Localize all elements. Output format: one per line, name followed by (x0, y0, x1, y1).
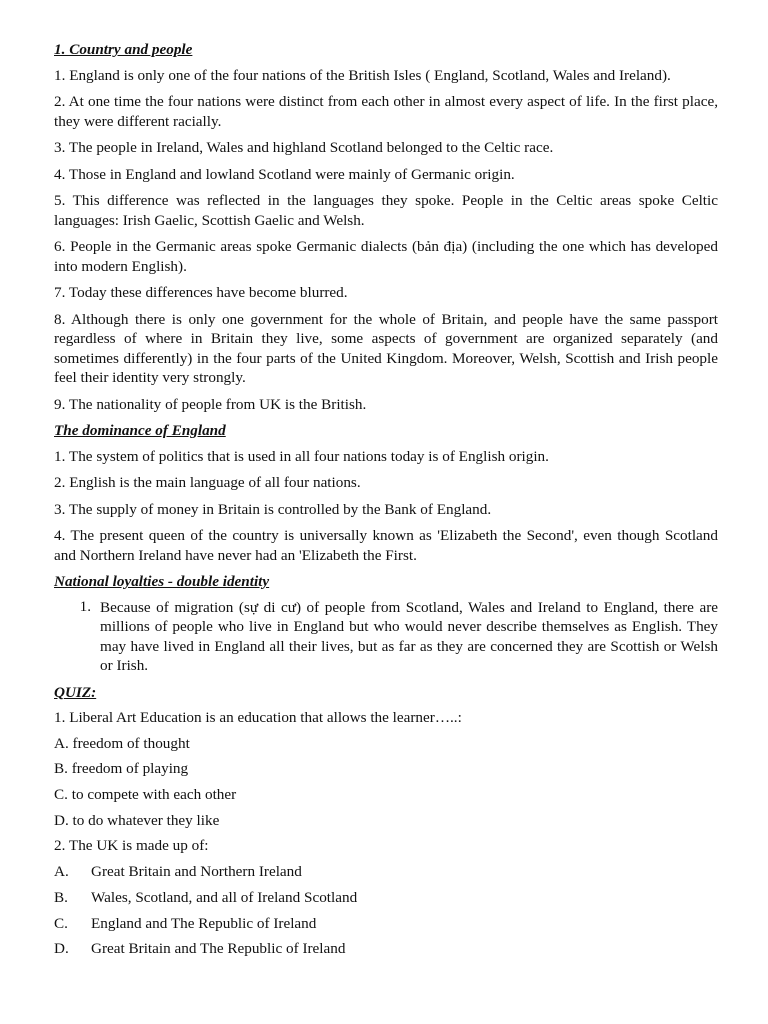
section-title-national-loyalties: National loyalties - double identity (54, 573, 270, 590)
paragraph: 8. Although there is only one government for the whole of Britain, and people have the same passport regardless of where in Britain they live, some aspects of government are organized separately (and sometimes differently) in the four parts of the United Kingdom. Moreover, Welsh, Scottish and Irish people feel their identity very strongly. (54, 310, 718, 386)
paragraph: 3. The supply of money in Britain is controlled by the Bank of England. (54, 500, 492, 518)
quiz-option (54, 862, 718, 882)
quiz-question: 2. The UK is made up of: (54, 837, 209, 855)
option-text: England and The Republic of Ireland (91, 914, 317, 932)
paragraph: 5. This difference was reflected in the languages they spoke. People in the Celtic areas spoke Celtic languages: Irish Gaelic, Scottish Gaelic and Welsh. (54, 192, 718, 229)
quiz-option: B. freedom of playing (54, 760, 189, 778)
option-text: Great Britain and The Republic of Ireland (91, 940, 346, 958)
paragraph: 2. English is the main language of all four nations. (54, 474, 361, 491)
quiz-title: QUIZ: (54, 683, 97, 701)
quiz-option: C. to compete with each other (54, 786, 237, 804)
option-text: Wales, Scotland, and all of Ireland Scotland (91, 888, 358, 906)
paragraph: 3. The people in Ireland, Wales and highland Scotland belonged to the Celtic race. (54, 139, 554, 156)
paragraph: 9. The nationality of people from UK is the British. (54, 395, 367, 413)
list-item-text: Because of migration (sự di cư) of people from Scotland, Wales and Ireland to England, there are millions of people who live in England but who would never describe themselves as English. They may have lived in England all their lives, but as far as they are concerned they are Scottish or Welsh or Irish. (100, 598, 718, 674)
option-label: B. (54, 888, 68, 906)
option-text: Great Britain and Northern Ireland (91, 863, 302, 881)
quiz-option: A. freedom of thought (54, 734, 190, 752)
option-label: C. (54, 914, 68, 932)
quiz-option (54, 888, 718, 908)
paragraph: 1. England is only one of the four nations of the British Isles ( England, Scotland, Wales and Ireland). (54, 66, 671, 84)
quiz-question: 1. Liberal Art Education is an education that allows the learner…..: (54, 709, 462, 726)
paragraph: 6. People in the Germanic areas spoke Germanic dialects (bản địa) (including the one which has developed into modern English). (54, 238, 718, 275)
quiz-option (54, 914, 718, 934)
list-number: 1. (79, 597, 91, 615)
numbered-list-item (54, 598, 718, 676)
paragraph: 1. The system of politics that is used in all four nations today is of English origin. (54, 447, 549, 465)
paragraph: 7. Today these differences have become blurred. (54, 284, 348, 301)
section-title-country-and-people: 1. Country and people (54, 41, 193, 58)
paragraph: 4. Those in England and lowland Scotland were mainly of Germanic origin. (54, 165, 515, 183)
paragraph: 2. At one time the four nations were distinct from each other in almost every aspect of life. In the first place, they were different racially. (54, 93, 718, 130)
paragraph: 4. The present queen of the country is universally known as 'Elizabeth the Second', even though Scotland and Northern Ireland have never had an 'Elizabeth the First. (54, 527, 718, 564)
option-label: A. (54, 863, 69, 881)
quiz-option (54, 939, 718, 959)
document-page (54, 40, 718, 965)
section-title-dominance: The dominance of England (54, 422, 226, 439)
quiz-option: D. to do whatever they like (54, 811, 220, 829)
option-label: D. (54, 940, 69, 958)
